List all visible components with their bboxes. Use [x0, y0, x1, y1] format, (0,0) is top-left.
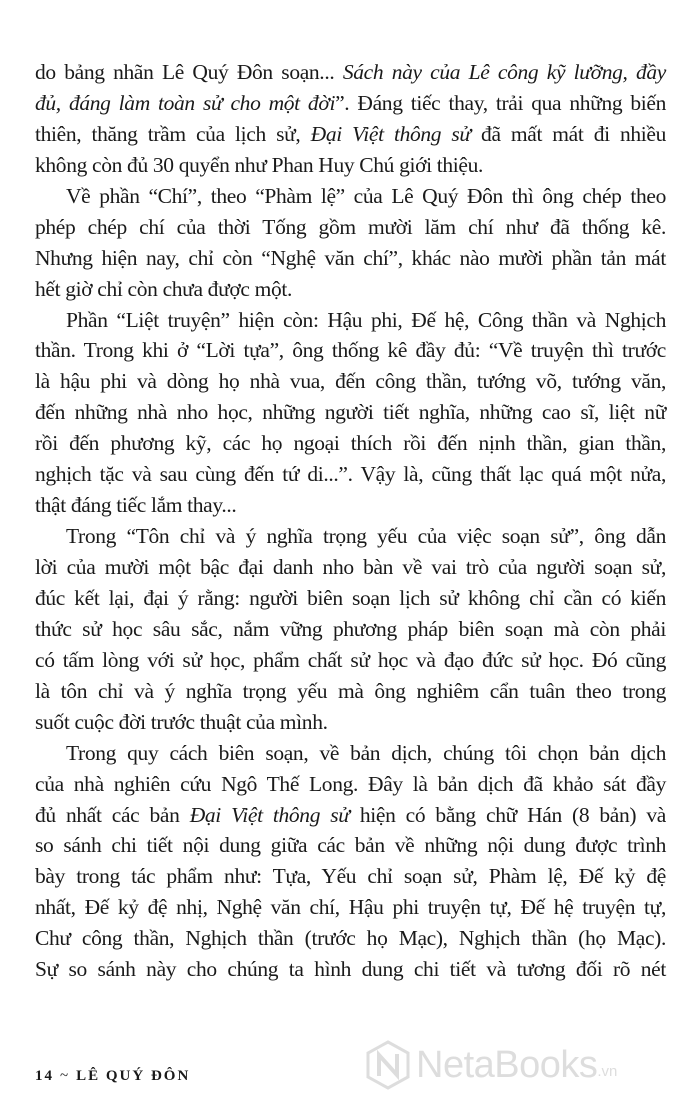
text-segment: có tấm lòng với sử học, phẩm chất sử học và đạo đức sử học. Đó cũng	[35, 647, 666, 672]
text-segment: Sự so sánh này cho chúng ta hình dung chi tiết và tương đối rõ nét	[35, 957, 666, 982]
text-segment: hết giờ chỉ còn chưa được một.	[35, 276, 293, 301]
text-line	[35, 397, 666, 428]
text-line	[35, 305, 666, 336]
text-segment: bày trong tác phẩm như: Tựa, Yếu chỉ soạn sử, Phàm lệ, Đế kỷ đệ	[35, 864, 666, 889]
page-number: 14	[35, 1068, 54, 1084]
text-segment: ”. Đáng tiếc thay, trải qua những biến	[335, 90, 666, 115]
text-line	[35, 366, 666, 397]
text-segment: do bảng nhãn Lê Quý Đôn soạn...	[35, 60, 343, 84]
text-line	[35, 57, 666, 88]
text-segment: suốt cuộc đời trước thuật của mình.	[35, 709, 328, 734]
text-line	[35, 150, 666, 181]
watermark	[366, 1040, 617, 1090]
text-line	[35, 769, 666, 800]
text-line	[35, 923, 666, 954]
watermark-brand: NetaBooks	[416, 1043, 598, 1086]
italic-text: Sách này của Lê công kỹ lưỡng, đầy	[342, 60, 667, 84]
text-segment: đúc kết lại, đại ý rằng: người biên soạn lịch sử không chỉ cần có kiến	[35, 585, 666, 610]
text-line	[35, 707, 666, 738]
text-line	[35, 800, 666, 831]
text-line	[35, 181, 666, 212]
text-segment: thiên, thăng trầm của lịch sử,	[35, 121, 311, 146]
page-footer	[35, 1068, 190, 1085]
text-segment: rồi đến phương kỹ, các họ ngoại thích rồi đến nịnh thần, gian thần,	[35, 431, 666, 456]
netabooks-logo-icon	[366, 1040, 410, 1090]
text-line	[35, 521, 666, 552]
text-segment: hiện có bằng chữ Hán (8 bản) và	[349, 802, 666, 827]
paragraph	[35, 181, 666, 305]
page-body	[35, 57, 666, 985]
text-line	[35, 861, 666, 892]
paragraph	[35, 57, 666, 181]
text-segment: của nhà nghiên cứu Ngô Thế Long. Đây là bản dịch đã khảo sát đầy	[35, 771, 666, 796]
text-line	[35, 212, 666, 243]
running-title: LÊ QUÝ ĐÔN	[76, 1068, 191, 1084]
text-segment: thật đáng tiếc lắm thay...	[35, 493, 237, 518]
italic-text: Đại Việt thông sử	[189, 802, 350, 827]
text-line	[35, 954, 666, 985]
text-line	[35, 830, 666, 861]
text-line	[35, 738, 666, 769]
text-segment: Phần “Liệt truyện” hiện còn: Hậu phi, Đế hệ, Công thần và Nghịch	[66, 307, 666, 332]
italic-text: Đại Việt thông sử	[310, 121, 471, 146]
text-line	[35, 88, 666, 119]
text-segment: là tôn chỉ và ý nghĩa trọng yếu mà ông nghiêm cẩn tuân theo trong	[35, 678, 666, 703]
text-segment: nhất, Đế kỷ đệ nhị, Nghệ văn chí, Hậu phi truyện tự, Đế hệ truyện tự,	[35, 895, 666, 920]
paragraph	[35, 305, 666, 522]
text-line	[35, 892, 666, 923]
text-segment: Trong quy cách biên soạn, về bản dịch, chúng tôi chọn bản dịch	[66, 740, 666, 765]
text-line	[35, 490, 666, 521]
paragraph	[35, 521, 666, 738]
text-segment: phép chép chí của thời Tống gồm mười lăm chí như đã thống kê.	[35, 214, 666, 239]
text-segment: Nhưng hiện nay, chỉ còn “Nghệ văn chí”, khác nào mười phần tản mát	[35, 245, 666, 270]
paragraph	[35, 738, 666, 986]
text-line	[35, 614, 666, 645]
text-line	[35, 552, 666, 583]
text-segment: là hậu phi và dòng họ nhà vua, đến công thần, tướng võ, tướng văn,	[35, 369, 666, 394]
text-segment: đã mất mát đi nhiều	[470, 121, 666, 146]
text-segment: thức sử học sâu sắc, nắm vững phương pháp biên soạn mà còn phải	[35, 616, 666, 641]
text-segment: Trong “Tôn chỉ và ý nghĩa trọng yếu của việc soạn sử”, ông dẫn	[66, 524, 666, 549]
watermark-tld: .vn	[597, 1062, 618, 1080]
text-segment: Về phần “Chí”, theo “Phàm lệ” của Lê Quý Đôn thì ông chép theo	[66, 183, 666, 208]
text-segment: Chư công thần, Nghịch thần (trước họ Mạc), Nghịch thần (họ Mạc).	[35, 926, 666, 951]
text-line	[35, 119, 666, 150]
text-line	[35, 335, 666, 366]
text-segment: nghịch tặc và sau cùng đến tứ di...”. Vậy là, cũng thất lạc quá một nửa,	[35, 462, 666, 487]
text-segment: đủ nhất các bản	[35, 802, 190, 827]
italic-text: đủ, đáng làm toàn sử cho một đời	[35, 90, 336, 115]
text-segment: đến những nhà nho học, những người tiết nghĩa, những cao sĩ, liệt nữ	[35, 400, 666, 425]
text-segment: so sánh chi tiết nội dung giữa các bản về những nội dung được trình	[35, 833, 666, 858]
text-line	[35, 645, 666, 676]
text-line	[35, 428, 666, 459]
text-segment: lời của mười một bậc đại danh nho bàn về vai trò của người soạn sử,	[35, 555, 666, 579]
text-segment: không còn đủ 30 quyển như Phan Huy Chú giới thiệu.	[35, 152, 484, 177]
text-line	[35, 243, 666, 274]
text-line	[35, 676, 666, 707]
text-line	[35, 274, 666, 305]
text-segment: thần. Trong khi ở “Lời tựa”, ông thống kê đầy đủ: “Về truyện thì trước	[35, 338, 666, 363]
text-line	[35, 583, 666, 614]
text-line	[35, 459, 666, 490]
footer-separator: ~	[60, 1068, 71, 1084]
